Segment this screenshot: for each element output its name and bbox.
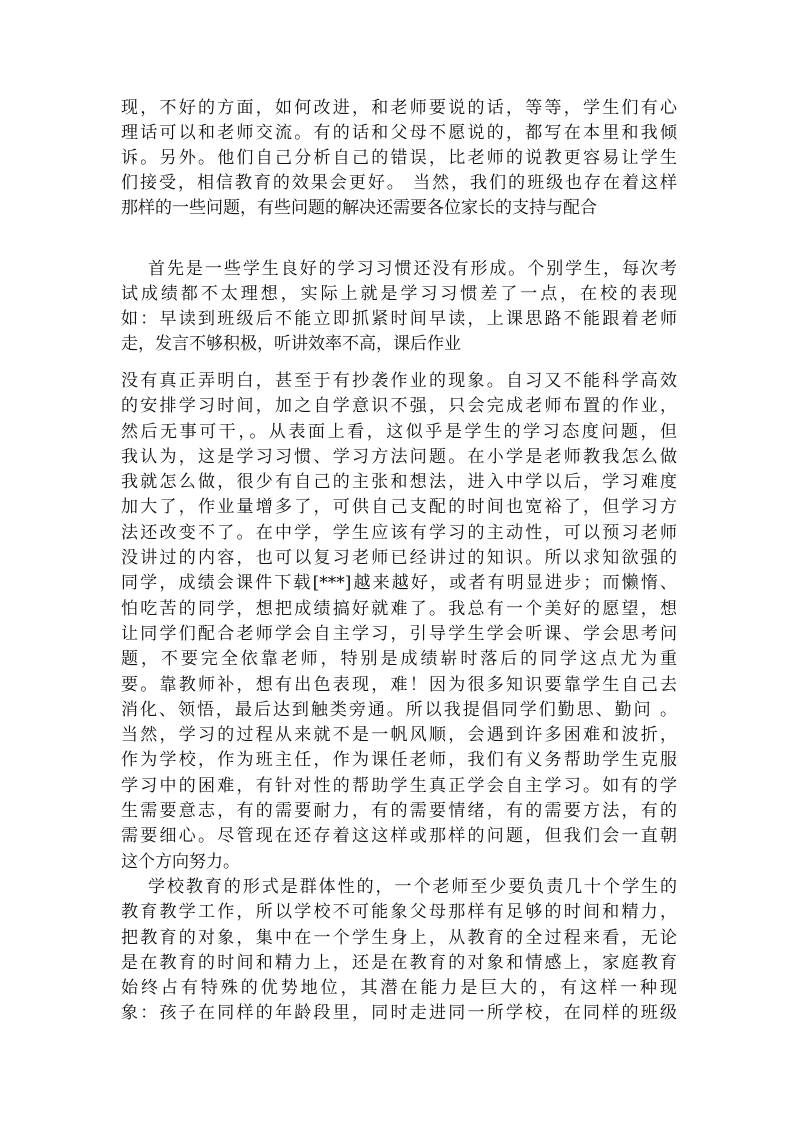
text-line: 象：孩子在同样的年龄段里，同时走进同一所学校，在同样的班级: [121, 1003, 677, 1024]
text-line: 诉。另外。他们自己分析自己的错误，比老师的说教更容易让学生: [121, 148, 677, 168]
text-line: 是在教育的时间和精力上，还是在教育的对象和情感上，家庭教育: [121, 952, 677, 973]
text-line: 没有真正弄明白，甚至于有抄袭作业的现象。自习又不能科学高效: [121, 371, 677, 391]
text-line: 同学，成绩会课件下载[***]越来越好，或者有明显进步；而懒惰、: [121, 573, 677, 594]
text-line: 现，不好的方面，如何改进，和老师要说的话，等等，学生们有心: [121, 98, 677, 118]
text-line: 作为学校，作为班主任，作为课任老师，我们有义务帮助学生克服: [121, 750, 677, 771]
text-line: 我就怎么做，很少有自己的主张和想法，进入中学以后，学习难度: [121, 472, 677, 493]
text-line: 走，发言不够积极，听讲效率不高，课后作业: [121, 334, 461, 354]
text-line: 们接受，相信教育的效果会更好。 当然，我们的班级也存在着这样: [121, 173, 677, 193]
text-line: 我认为，这是学习习惯、学习方法问题。在小学是老师教我怎么做: [121, 446, 677, 467]
text-line: 学习中的困难，有针对性的帮助学生真正学会自主学习。如有的学: [121, 775, 677, 796]
text-line: 试成绩都不太理想，实际上就是学习习惯差了一点，在校的表现: [121, 284, 677, 304]
text-line: 需要细心。尽管现在还存着这这样或那样的问题，但我们会一直朝: [121, 826, 677, 847]
text-line: 那样的一些问题，有些问题的解决还需要各位家长的支持与配合: [121, 198, 597, 218]
text-line: 的安排学习时间，加之自学意识不强，只会完成老师布置的作业，: [121, 396, 677, 417]
text-line: 如：早读到班级后不能立即抓紧时间早读，上课思路不能跟着老师: [121, 309, 677, 329]
text-line: 把教育的对象，集中在一个学生身上，从教育的全过程来看，无论: [121, 927, 677, 948]
text-line: 然后无事可干，。从表面上看，这似乎是学生的学习态度问题，但: [121, 421, 677, 442]
text-line: 怕吃苦的同学，想把成绩搞好就难了。我总有一个美好的愿望，想: [121, 598, 677, 619]
text-line: 学校教育的形式是群体性的，一个老师至少要负责几十个学生的: [148, 876, 677, 897]
text-line: 生需要意志，有的需要耐力，有的需要情绪，有的需要方法，有的: [121, 801, 677, 822]
text-line: 让同学们配合老师学会自主学习，引导学生学会听课、学会思考问: [121, 623, 677, 644]
paragraph-1: [121, 96, 677, 221]
text-line: 首先是一些学生良好的学习习惯还没有形成。个别学生，每次考: [148, 259, 677, 279]
text-line: 没讲过的内容，也可以复习老师已经讲过的知识。所以求知欲强的: [121, 548, 677, 569]
text-line: 教育教学工作，所以学校不可能象父母那样有足够的时间和精力，: [121, 902, 677, 923]
text-line: 题，不要完全依靠老师，特别是成绩崭时落后的同学这点尤为重: [121, 649, 677, 670]
text-line: 这个方向努力。: [121, 851, 240, 872]
text-line: 要。靠教师补，想有出色表现，难！因为很多知识要靠学生自己去: [121, 674, 677, 695]
paragraph-2: [121, 257, 677, 357]
text-line: 理话可以和老师交流。有的话和父母不愿说的，都写在本里和我倾: [121, 123, 677, 143]
text-line: 消化、领悟，最后达到触类旁通。所以我提倡同学们勤思、勤问 。: [121, 699, 677, 720]
text-line: 当然，学习的过程从来就不是一帆风顺，会遇到许多困难和波折，: [121, 725, 677, 746]
text-line: 加大了，作业量增多了，可供自己支配的时间也宽裕了，但学习方: [121, 497, 677, 518]
text-line: 始终占有特殊的优势地位，其潜在能力是巨大的，有这样一种现: [121, 978, 677, 999]
text-line: 法还改变不了。在中学，学生应该有学习的主动性，可以预习老师: [121, 522, 677, 543]
paragraph-3: [121, 369, 677, 1027]
